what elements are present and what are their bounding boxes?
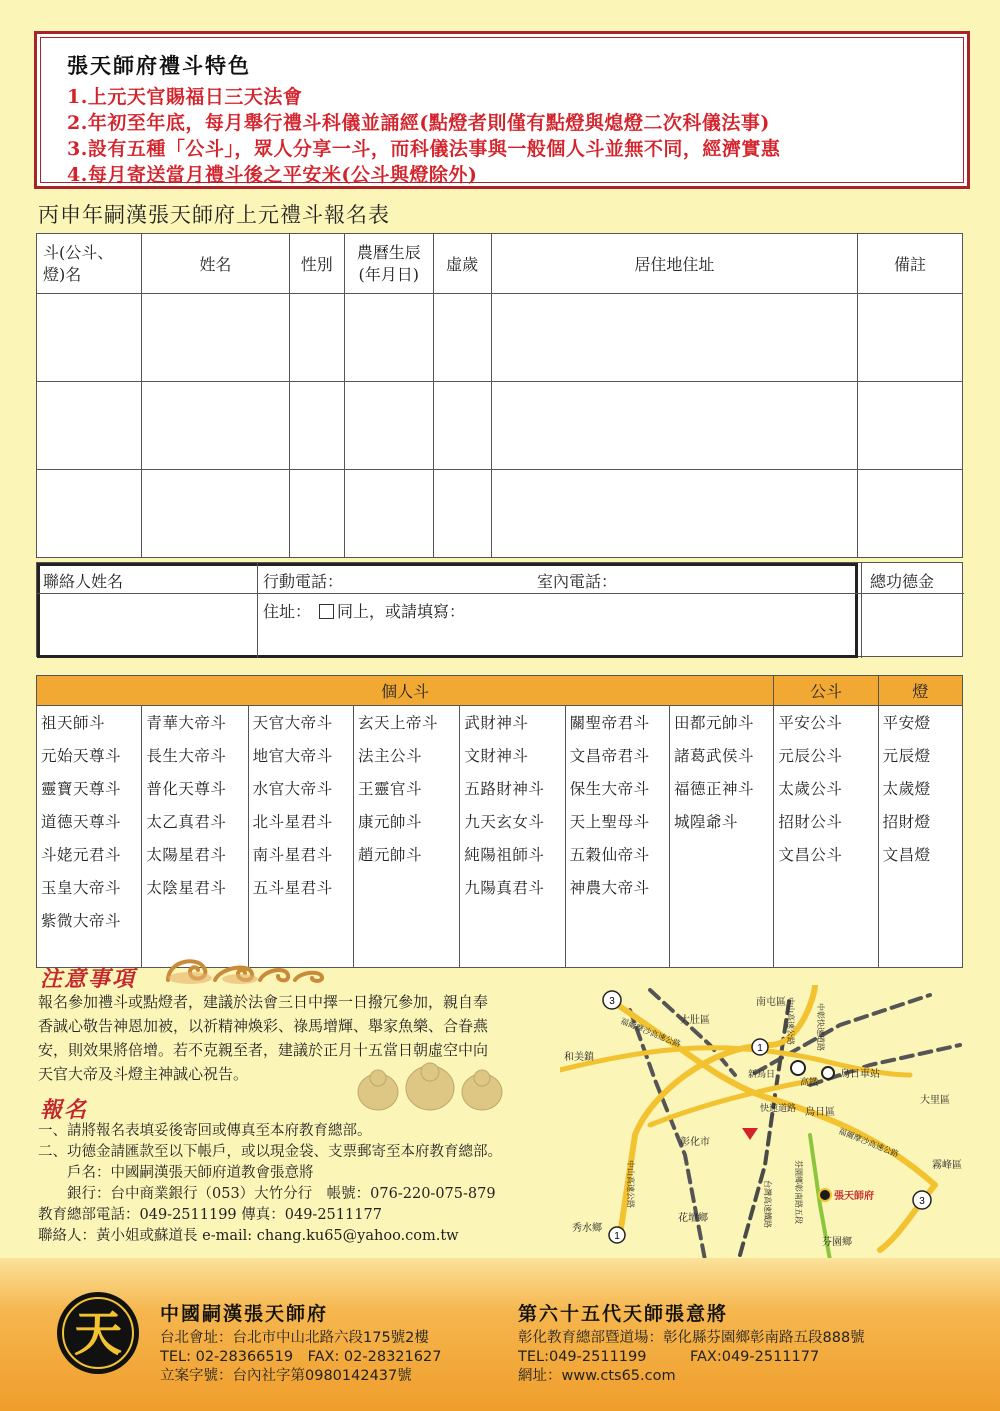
col-name: 姓名 bbox=[141, 234, 289, 294]
cell-name[interactable] bbox=[141, 294, 289, 382]
col-gender: 性別 bbox=[289, 234, 344, 294]
dou-item: 九天玄女斗 bbox=[464, 813, 545, 831]
cell-address[interactable] bbox=[491, 382, 857, 470]
notes-line: 天官大帝及斗燈主神誠心祝告。 bbox=[38, 1065, 249, 1083]
deity-figures-illustration bbox=[350, 1060, 510, 1115]
col-birthday bbox=[344, 234, 433, 294]
dou-item: 北斗星君斗 bbox=[252, 813, 333, 831]
dou-item: 城隍爺斗 bbox=[674, 813, 739, 831]
dou-item: 元始天尊斗 bbox=[41, 747, 122, 765]
master-name: 第六十五代天師張意將 bbox=[518, 1303, 729, 1325]
changhua-tel-fax: TEL:049-2511199 FAX:049-2511177 bbox=[518, 1349, 820, 1365]
cell-age[interactable] bbox=[433, 470, 491, 558]
mobile-label: 行動電話： bbox=[263, 572, 344, 591]
registration-line: 一、請將報名表填妥後寄回或傳真至本府教育總部。 bbox=[38, 1123, 372, 1139]
dou-column bbox=[774, 706, 878, 968]
feature-item: 2.年初至年底，每月舉行禮斗科儀並誦經(點燈者則僅有點燈與熄燈二次科儀法事) bbox=[67, 112, 770, 134]
notes-line: 香誠心敬告神恩加被，以祈精神煥彩、祿馬增輝、舉家魚樂、合眷燕 bbox=[38, 1017, 489, 1035]
dou-column bbox=[142, 706, 248, 968]
notes-line: 安，則效果將倍增。若不克親至者，建議於正月十五當日朝虛空中向 bbox=[38, 1041, 489, 1059]
dou-item: 武財神斗 bbox=[464, 714, 529, 732]
taipei-address: 台北會址：台北市中山北路六段175號2樓 bbox=[160, 1330, 429, 1346]
dou-item: 南斗星君斗 bbox=[252, 846, 333, 864]
map-label: 烏日區 bbox=[805, 1107, 835, 1118]
dou-item: 法主公斗 bbox=[358, 747, 423, 765]
dou-item: 太歲燈 bbox=[882, 780, 931, 798]
divider bbox=[37, 593, 964, 594]
dou-item: 純陽祖師斗 bbox=[464, 846, 545, 864]
dou-item: 青華大帝斗 bbox=[146, 714, 227, 732]
dou-item: 保生大帝斗 bbox=[569, 780, 650, 798]
cell-address[interactable] bbox=[491, 294, 857, 382]
map-label: 福爾摩沙高速公路 bbox=[837, 1126, 900, 1159]
dou-list-table bbox=[36, 675, 963, 968]
registration-table bbox=[36, 233, 963, 558]
temple-icon bbox=[819, 1189, 831, 1201]
dou-item: 康元帥斗 bbox=[358, 813, 423, 831]
dou-item: 地官大帝斗 bbox=[252, 747, 333, 765]
cell-remark[interactable] bbox=[858, 294, 963, 382]
map-label: 烏日車站 bbox=[840, 1069, 880, 1080]
taipei-tel-fax: TEL: 02-28366519 FAX: 02-28321627 bbox=[160, 1349, 442, 1365]
dou-item: 祖天師斗 bbox=[41, 714, 106, 732]
cell-dou[interactable] bbox=[37, 470, 142, 558]
cell-birthday[interactable] bbox=[344, 470, 433, 558]
registration-line: 二、功德金請匯款至以下帳戶，或以現金袋、支票郵寄至本府教育總部。 bbox=[38, 1144, 502, 1160]
station-marker bbox=[822, 1067, 834, 1079]
dou-column bbox=[37, 706, 142, 968]
dou-item: 靈寶天尊斗 bbox=[41, 780, 122, 798]
col-dou-name bbox=[37, 234, 142, 294]
dou-item: 普化天尊斗 bbox=[146, 780, 227, 798]
registration-line: 戶名：中國嗣漢張天師府道教會張意將 bbox=[38, 1165, 314, 1181]
map-label: 福爾摩沙高速公路 bbox=[619, 1016, 682, 1049]
cell-remark[interactable] bbox=[858, 470, 963, 558]
personal-header: 個人斗 bbox=[37, 676, 774, 706]
registration-title: 報名 bbox=[40, 1097, 89, 1123]
dou-item: 文財神斗 bbox=[464, 747, 529, 765]
dou-item: 斗姥元君斗 bbox=[41, 846, 122, 864]
map-label: 中彰快速道路 bbox=[816, 1003, 825, 1051]
map-label: 高鐵 bbox=[800, 1077, 819, 1087]
logo-char: 天 bbox=[73, 1306, 123, 1362]
dou-item: 神農大帝斗 bbox=[569, 879, 650, 897]
temple-label: 張天師府 bbox=[834, 1191, 874, 1202]
feature-item: 1.上元天官賜福日三天法會 bbox=[67, 86, 303, 108]
map-label: 霧峰區 bbox=[932, 1160, 962, 1171]
dou-item: 文昌帝君斗 bbox=[569, 747, 650, 765]
temple-logo-icon bbox=[55, 1290, 141, 1376]
map-label: 秀水鄉 bbox=[572, 1223, 602, 1234]
license-number: 立案字號：台內社字第0980142437號 bbox=[160, 1368, 412, 1384]
divider bbox=[257, 563, 258, 658]
dou-item: 九陽真君斗 bbox=[464, 879, 545, 897]
map-label: 芬園鄉 bbox=[822, 1237, 852, 1248]
dou-item: 五路財神斗 bbox=[464, 780, 545, 798]
same-checkbox[interactable] bbox=[319, 604, 334, 619]
dou-item: 水官大帝斗 bbox=[252, 780, 333, 798]
dou-item: 平安公斗 bbox=[778, 714, 843, 732]
cell-birthday[interactable] bbox=[344, 382, 433, 470]
cell-remark[interactable] bbox=[858, 382, 963, 470]
dou-item: 天官大帝斗 bbox=[252, 714, 333, 732]
dou-item: 元辰燈 bbox=[882, 747, 931, 765]
location-map bbox=[560, 985, 975, 1260]
dou-column bbox=[460, 706, 565, 968]
address-label: 住址： bbox=[263, 602, 312, 621]
station-marker bbox=[791, 1061, 805, 1075]
dou-item: 元辰公斗 bbox=[778, 747, 843, 765]
dou-item: 平安燈 bbox=[882, 714, 931, 732]
contact-section bbox=[36, 562, 963, 657]
dou-item: 文昌公斗 bbox=[778, 846, 843, 864]
dou-item: 道德天尊斗 bbox=[41, 813, 122, 831]
route-number: 3 bbox=[919, 1196, 925, 1207]
cell-dou[interactable] bbox=[37, 382, 142, 470]
public-header: 公斗 bbox=[774, 676, 878, 706]
registration-line: 聯絡人：黃小姐或蘇道長 e-mail: chang.ku65@yahoo.com.tw bbox=[38, 1228, 459, 1244]
map-label: 彰化市 bbox=[680, 1137, 710, 1148]
same-label: 同上，或請填寫： bbox=[337, 602, 466, 621]
map-label: 台灣高速鐵路 bbox=[763, 1180, 772, 1228]
dou-item: 五斗星君斗 bbox=[252, 879, 333, 897]
dou-item: 福德正神斗 bbox=[674, 780, 755, 798]
dou-column bbox=[248, 706, 353, 968]
registration-header-row bbox=[37, 234, 963, 294]
dou-item: 玉皇大帝斗 bbox=[41, 879, 122, 897]
map-label: 和美鎮 bbox=[564, 1052, 594, 1063]
features-title: 張天師府禮斗特色 bbox=[67, 53, 251, 78]
map-label: 新烏日 bbox=[748, 1069, 776, 1079]
registration-row[interactable] bbox=[37, 294, 963, 382]
dou-item: 玄天上帝斗 bbox=[358, 714, 439, 732]
cell-birthday[interactable] bbox=[344, 294, 433, 382]
cell-gender[interactable] bbox=[289, 294, 344, 382]
dou-item: 長生大帝斗 bbox=[146, 747, 227, 765]
registration-body bbox=[38, 1121, 502, 1247]
lamp-header: 燈 bbox=[878, 676, 962, 706]
cell-age[interactable] bbox=[433, 382, 491, 470]
form-title: 丙申年嗣漢張天師府上元禮斗報名表 bbox=[38, 203, 390, 227]
cell-age[interactable] bbox=[433, 294, 491, 382]
features-box bbox=[34, 31, 970, 189]
contact-name-label: 聯絡人姓名 bbox=[43, 572, 124, 591]
org-name: 中國嗣漢張天師府 bbox=[160, 1303, 329, 1325]
map-label: 大肚區 bbox=[680, 1015, 710, 1026]
dou-item: 太陽星君斗 bbox=[146, 846, 227, 864]
home-phone-label: 室內電話： bbox=[537, 572, 618, 591]
dou-column bbox=[565, 706, 669, 968]
feature-item: 3.設有五種「公斗」，眾人分享一斗，而科儀法事與一般個人斗並無不同，經濟實惠 bbox=[67, 138, 781, 160]
dou-item: 關聖帝君斗 bbox=[569, 714, 650, 732]
dou-item: 五穀仙帝斗 bbox=[569, 846, 650, 864]
cloud-swirl-icon bbox=[160, 950, 340, 990]
dou-item: 王靈官斗 bbox=[358, 780, 423, 798]
cell-name[interactable] bbox=[141, 470, 289, 558]
notes-line: 報名參加禮斗或點燈者，建議於法會三日中擇一日撥冗參加，親自奉 bbox=[38, 993, 489, 1011]
map-label: 中山高速公路 bbox=[626, 1160, 635, 1208]
cell-name[interactable] bbox=[141, 382, 289, 470]
dou-item: 紫微大帝斗 bbox=[41, 912, 122, 930]
col-age: 虛歲 bbox=[433, 234, 491, 294]
route-number: 3 bbox=[609, 996, 615, 1007]
dou-body-row bbox=[37, 706, 963, 968]
address-row bbox=[263, 599, 465, 622]
map-label: 快速道路 bbox=[760, 1103, 797, 1113]
feature-item: 4.每月寄送當月禮斗後之平安米(公斗與燈除外) bbox=[67, 164, 478, 186]
total-label: 總功德金 bbox=[870, 572, 935, 591]
map-label: 大里區 bbox=[920, 1095, 950, 1106]
cell-address[interactable] bbox=[491, 470, 857, 558]
dou-item: 招財燈 bbox=[882, 813, 931, 831]
dou-item: 太乙真君斗 bbox=[146, 813, 227, 831]
divider bbox=[861, 563, 862, 658]
dou-item: 招財公斗 bbox=[778, 813, 843, 831]
cell-gender[interactable] bbox=[289, 382, 344, 470]
route-number: 1 bbox=[614, 1231, 620, 1242]
map-label: 芬園鄉彰南路五段 bbox=[794, 1160, 803, 1224]
dou-item: 天上聖母斗 bbox=[569, 813, 650, 831]
dou-item: 諸葛武侯斗 bbox=[674, 747, 755, 765]
col-dou-name-label: 斗(公斗、燈)名 bbox=[43, 242, 114, 284]
dou-column bbox=[670, 706, 774, 968]
registration-line: 銀行：台中商業銀行（053）大竹分行 帳號：076-220-075-879 bbox=[38, 1186, 496, 1202]
dou-header-row bbox=[37, 676, 963, 706]
col-address: 居住地住址 bbox=[491, 234, 857, 294]
registration-row[interactable] bbox=[37, 382, 963, 470]
website[interactable]: 網址：www.cts65.com bbox=[518, 1368, 676, 1384]
notes-title: 注意事項 bbox=[40, 966, 137, 992]
dou-item: 田都元帥斗 bbox=[674, 714, 755, 732]
dou-item: 太陰星君斗 bbox=[146, 879, 227, 897]
dou-item: 趙元帥斗 bbox=[358, 846, 423, 864]
col-birthday-label: 農曆生辰(年月日) bbox=[356, 242, 421, 284]
registration-row[interactable] bbox=[37, 470, 963, 558]
registration-line: 教育總部電話：049-2511199 傳真：049-2511177 bbox=[38, 1207, 382, 1223]
cell-dou[interactable] bbox=[37, 294, 142, 382]
map-label: 中山高速公路 bbox=[786, 997, 795, 1045]
dou-column bbox=[878, 706, 962, 968]
col-remark: 備註 bbox=[858, 234, 963, 294]
dou-item: 文昌燈 bbox=[882, 846, 931, 864]
map-label: 花壇鄉 bbox=[678, 1213, 708, 1224]
route-number: 1 bbox=[757, 1043, 763, 1054]
cell-gender[interactable] bbox=[289, 470, 344, 558]
dou-column bbox=[354, 706, 460, 968]
changhua-address: 彰化教育總部暨道場：彰化縣芬園鄉彰南路五段888號 bbox=[518, 1330, 865, 1346]
map-label: 南屯區 bbox=[756, 997, 786, 1008]
dou-item: 太歲公斗 bbox=[778, 780, 843, 798]
